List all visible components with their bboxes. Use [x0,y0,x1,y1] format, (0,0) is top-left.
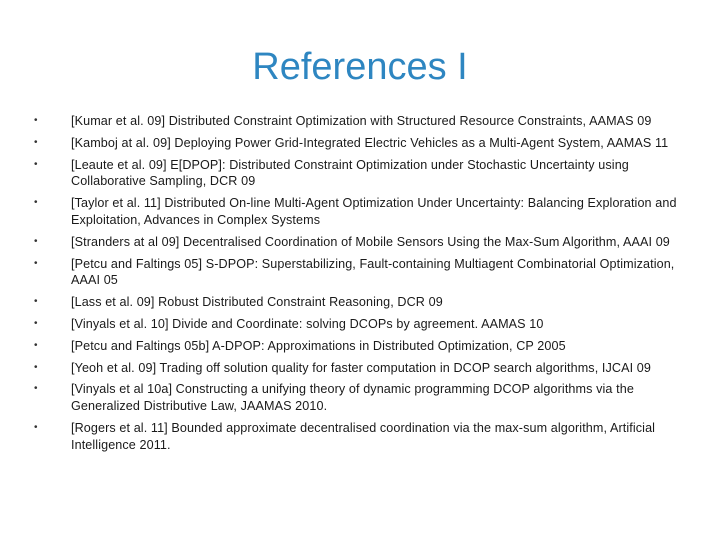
reference-item [34,157,684,191]
reference-text: [Leaute et al. 09] E[DPOP]: Distributed Constraint Optimization under Stochastic Uncertainty using Collaborative Sampling, DCR 09 [71,157,629,189]
reference-item [34,381,684,415]
reference-text: [Rogers et al. 11] Bounded approximate decentralised coordination via the max-sum algorithm, Artificial Intelligence 2011. [71,420,656,452]
reference-item [34,360,684,377]
slide-title: References I [252,46,468,88]
reference-text: [Vinyals et al 10a] Constructing a unifying theory of dynamic programming DCOP algorithms via the Generalized Distributive Law, JAAMAS 2010. [71,382,634,414]
reference-text: [Kumar et al. 09] Distributed Constraint Optimization with Structured Resource Constraints, AAMAS 09 [71,114,652,128]
reference-text: [Vinyals et al. 10] Divide and Coordinate: solving DCOPs by agreement. AAMAS 10 [71,316,544,331]
bullet-icon: • [34,115,38,126]
bullet-icon: • [34,339,38,351]
reference-item [34,316,684,333]
bullet-icon: • [34,361,38,373]
reference-item [34,195,684,229]
bullet-icon: • [34,421,38,433]
bullet-icon: • [34,383,38,395]
reference-text: [Petcu and Faltings 05] S-DPOP: Superstabilizing, Fault-containing Multiagent Combinatorial Optimization, AAAI 05 [71,256,675,288]
reference-item [34,234,684,251]
bullet-icon: • [34,197,38,209]
reference-item [34,420,684,454]
reference-item [34,256,684,290]
bullet-icon: • [34,136,38,148]
reference-text: [Yeoh et al. 09] Trading off solution quality for faster computation in DCOP search algorithms, IJCAI 09 [71,360,651,375]
reference-item [34,294,684,311]
reference-list [34,113,684,459]
bullet-icon: • [34,235,38,247]
reference-text: [Lass et al. 09] Robust Distributed Constraint Reasoning, DCR 09 [71,295,443,310]
reference-text: [Stranders at al 09] Decentralised Coordination of Mobile Sensors Using the Max-Sum Algorithm, AAAI 09 [71,234,670,249]
bullet-icon: • [34,158,38,170]
reference-item [34,113,684,130]
reference-item [34,135,684,152]
bullet-icon: • [34,257,38,269]
reference-text: [Kamboj at al. 09] Deploying Power Grid-Integrated Electric Vehicles as a Multi-Agent System, AAMAS 11 [71,135,669,150]
reference-text: [Petcu and Faltings 05b] A-DPOP: Approximations in Distributed Optimization, CP 2005 [71,338,566,353]
bullet-icon: • [34,296,38,308]
bullet-icon: • [34,317,38,329]
reference-item [34,338,684,355]
reference-text: [Taylor et al. 11] Distributed On-line Multi-Agent Optimization Under Uncertainty: Balancing Exploration and Exploitation, Advances in Complex Systems [71,196,677,227]
